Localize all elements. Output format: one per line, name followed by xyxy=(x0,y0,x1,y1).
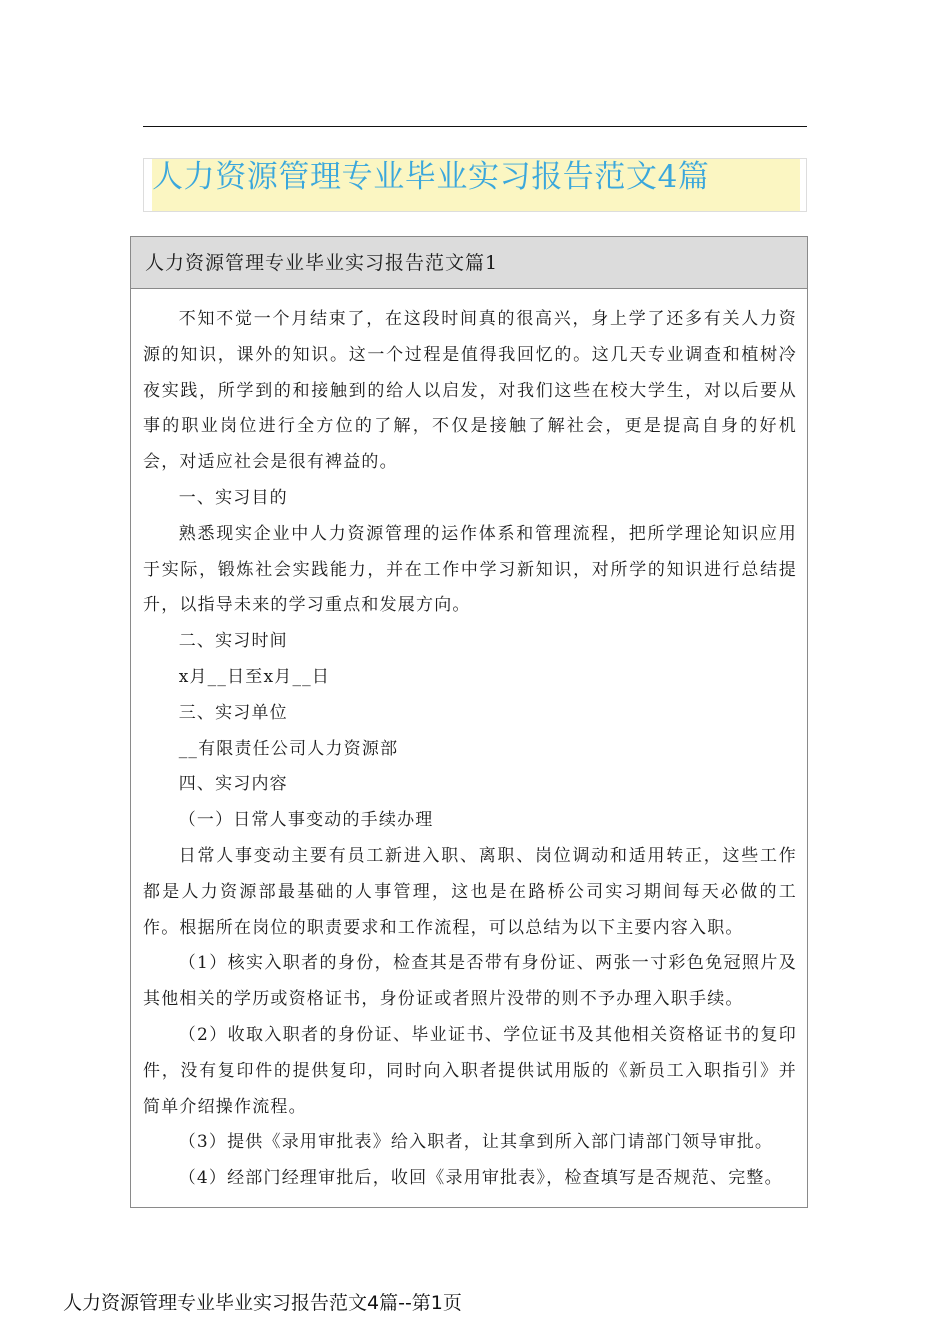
list-item-2: （2）收取入职者的身份证、毕业证书、学位证书及其他相关资格证书的复印件，没有复印件的提供复印，同时向入职者提供试用版的《新员工入职指引》并简单介绍操作流程。 xyxy=(143,1024,797,1117)
paragraph-purpose: 熟悉现实企业中人力资源管理的运作体系和管理流程，把所学理论知识应用于实际，锻炼社会实践能力，并在工作中学习新知识，对所学的知识进行总结提升，以指导未来的学习重点和发展方向。 xyxy=(143,523,797,616)
section-body xyxy=(143,302,797,1197)
list-item-4: （4）经部门经理审批后，收回《录用审批表》，检查填写是否规范、完整。 xyxy=(178,1168,783,1189)
list-item-1: （1）核实入职者的身份，检查其是否带有身份证、两张一寸彩色免冠照片及其他相关的学历或资格证书，身份证或者照片没带的则不予办理入职手续。 xyxy=(143,953,797,1010)
section-heading: 人力资源管理专业毕业实习报告范文篇1 xyxy=(145,252,499,274)
subheading-personnel: （一）日常人事变动的手续办理 xyxy=(178,810,434,831)
section-header xyxy=(131,237,807,289)
section-box xyxy=(130,236,808,1208)
document-title: 人力资源管理专业毕业实习报告范文4篇 xyxy=(152,159,710,195)
heading-purpose: 一、实习目的 xyxy=(178,487,288,508)
heading-time: 二、实习时间 xyxy=(178,631,288,652)
title-box xyxy=(143,158,807,212)
heading-unit: 三、实习单位 xyxy=(178,702,288,723)
top-rule xyxy=(143,126,807,127)
page-footer: 人力资源管理专业毕业实习报告范文4篇--第1页 xyxy=(63,1292,462,1314)
paragraph-intro: 不知不觉一个月结束了，在这段时间真的很高兴，身上学了还多有关人力资源的知识，课外的知识。这一个过程是值得我回忆的。这几天专业调查和植树冷夜实践，所学到的和接触到的给人以启发，对我们这些在校大学生，对以后要从事的职业岗位进行全方位的了解，不仅是接触了解社会，更是提高自身的好机会，对适应社会是很有裨益的。 xyxy=(143,309,797,473)
list-item-3: （3）提供《录用审批表》给入职者，让其拿到所入部门请部门领导审批。 xyxy=(178,1132,774,1153)
heading-content: 四、实习内容 xyxy=(178,774,288,795)
paragraph-time: x月__日至x月__日 xyxy=(178,666,331,687)
paragraph-unit: __有限责任公司人力资源部 xyxy=(178,738,399,759)
paragraph-personnel: 日常人事变动主要有员工新进入职、离职、岗位调动和适用转正，这些工作都是人力资源部最基础的人事管理，这也是在路桥公司实习期间每天必做的工作。根据所在岗位的职责要求和工作流程，可以总结为以下主要内容入职。 xyxy=(143,845,797,938)
